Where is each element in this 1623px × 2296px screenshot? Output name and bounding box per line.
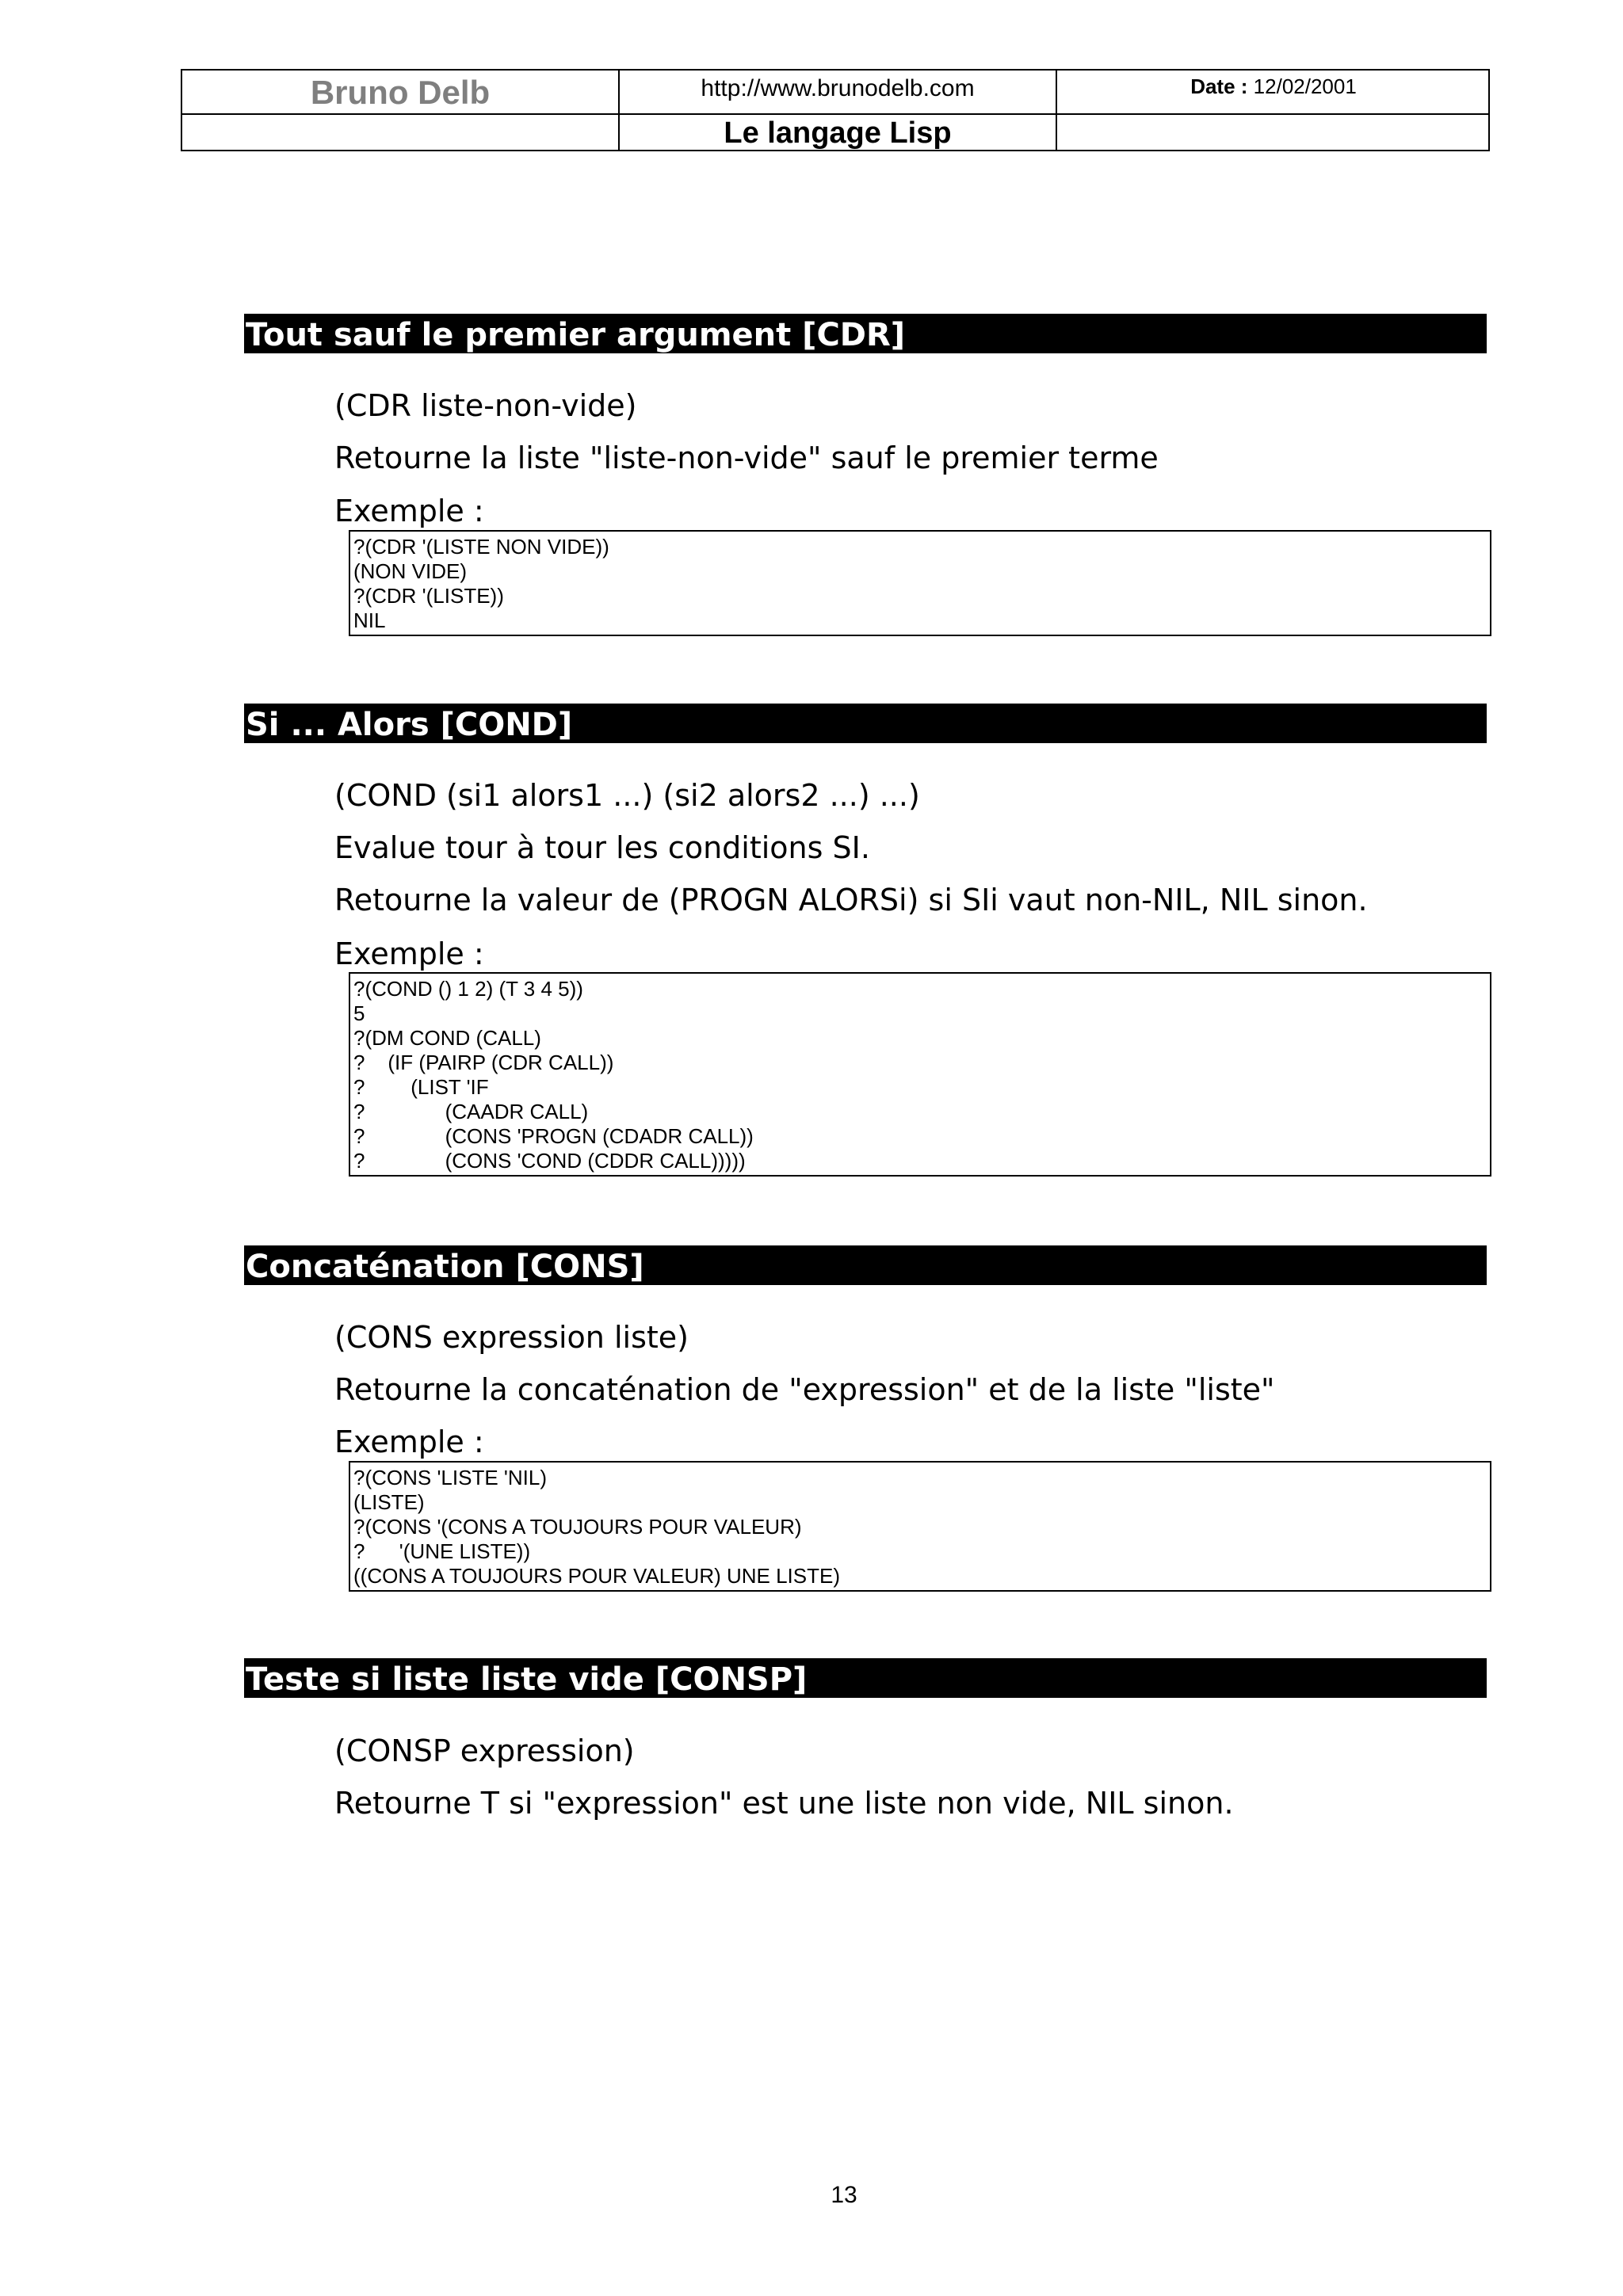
example-label: Exemple : (334, 936, 484, 971)
header-date-label: Date : (1190, 74, 1248, 98)
description-line: Retourne la valeur de (PROGN ALORSi) si SIi vaut non-NIL, NIL sinon. (334, 883, 1368, 917)
code-line: ?(CDR '(LISTE NON VIDE)) (353, 535, 609, 559)
code-line: ?(COND () 1 2) (T 3 4 5)) (353, 977, 583, 1001)
page-number: 13 (831, 2182, 857, 2208)
syntax-line: (CDR liste-non-vide) (334, 388, 637, 423)
code-line: ?(DM COND (CALL) (353, 1026, 541, 1050)
section-heading-cond: Si ... Alors [COND] (244, 704, 1487, 743)
code-line: ? (LIST 'IF (353, 1075, 489, 1099)
code-line: ? (CONS 'PROGN (CDADR CALL)) (353, 1124, 754, 1148)
syntax-line: (CONSP expression) (334, 1733, 635, 1768)
header-date (1057, 71, 1490, 113)
code-line: ?(CONS 'LISTE 'NIL) (353, 1466, 547, 1489)
code-line: ? (CONS 'COND (CDDR CALL))))) (353, 1149, 746, 1173)
header-title: Le langage Lisp (724, 116, 952, 150)
syntax-line: (COND (si1 alors1 ...) (si2 alors2 ...) ...) (334, 778, 920, 813)
code-example-cond (349, 972, 1491, 1177)
section-heading-cdr: Tout sauf le premier argument [CDR] (244, 314, 1487, 353)
code-line: ? '(UNE LISTE)) (353, 1539, 531, 1563)
page-header (181, 69, 1490, 151)
example-label: Exemple : (334, 494, 484, 528)
code-line: (LISTE) (353, 1490, 425, 1514)
example-label: Exemple : (334, 1425, 484, 1459)
code-line: (NON VIDE) (353, 559, 467, 583)
code-line: ((CONS A TOUJOURS POUR VALEUR) UNE LISTE) (353, 1564, 840, 1588)
description-line: Evalue tour à tour les conditions SI. (334, 830, 870, 865)
code-line: ? (IF (PAIRP (CDR CALL)) (353, 1051, 614, 1074)
code-line: NIL (353, 608, 386, 632)
code-line: 5 (353, 1001, 365, 1025)
syntax-line: (CONS expression liste) (334, 1320, 689, 1355)
section-heading-cons: Concaténation [CONS] (244, 1245, 1487, 1285)
code-line: ?(CDR '(LISTE)) (353, 584, 504, 608)
code-example-cons (349, 1461, 1491, 1592)
code-example-cdr (349, 530, 1491, 636)
code-line: ? (CAADR CALL) (353, 1100, 589, 1123)
header-date-value: 12/02/2001 (1253, 74, 1357, 98)
code-line: ?(CONS '(CONS A TOUJOURS POUR VALEUR) (353, 1515, 802, 1539)
header-url: http://www.brunodelb.com (701, 75, 975, 101)
description-line: Retourne la concaténation de "expression" et de la liste "liste" (334, 1372, 1275, 1407)
header-author: Bruno Delb (310, 74, 491, 111)
description-line: Retourne T si "expression" est une liste non vide, NIL sinon. (334, 1786, 1234, 1821)
description-line: Retourne la liste "liste-non-vide" sauf le premier terme (334, 441, 1159, 475)
section-heading-consp: Teste si liste liste vide [CONSP] (244, 1658, 1487, 1698)
